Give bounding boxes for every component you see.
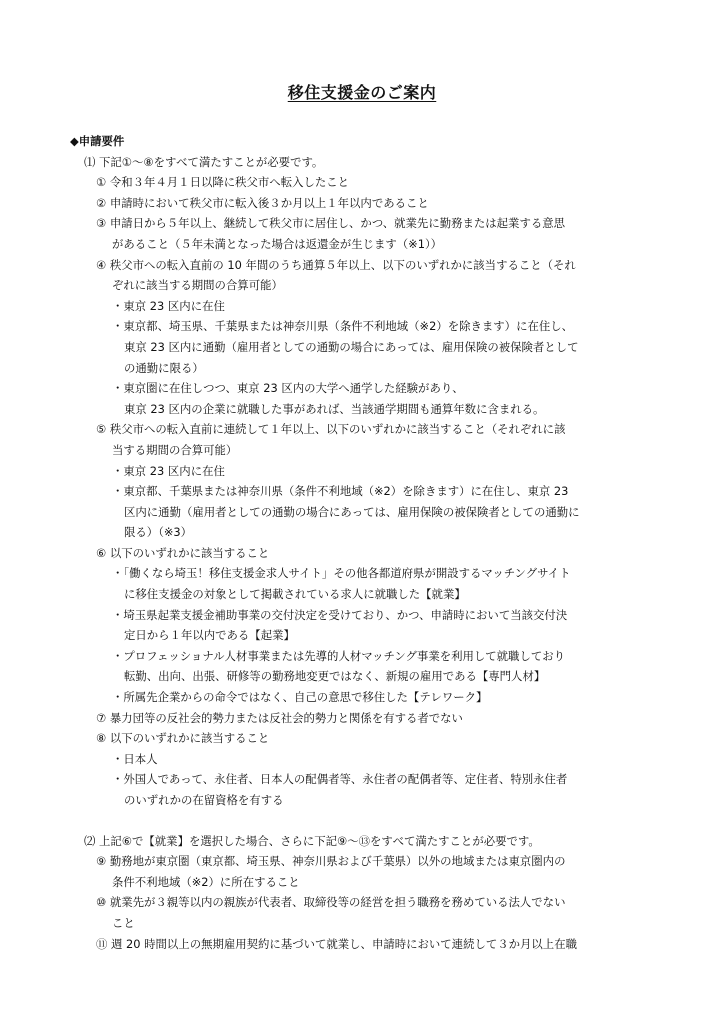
item-7: ⑦ 暴力団等の反社会的勢力または反社会的勢力と関係を有する者でない [96, 710, 463, 725]
item-3-line-1: ③ 申請日から５年以上、継続して秩父市に居住し、かつ、就業先に勤務または起業する意思 [96, 216, 566, 231]
section-heading: ◆申請要件 [70, 134, 125, 148]
item-10-line-1: ⑩ 就業先が３親等以内の親族が代表者、取締役等の経営を担う職務を務めている法人でない [96, 895, 566, 910]
item-4-bullet-3-line-2: 東京 23 区内の企業に就職した事があれば、当該通学期間も通算年数に含まれる。 [124, 401, 545, 416]
item-4-line-1: ④ 秩父市への転入直前の 10 年間のうち通算５年以上、以下のいずれかに該当すること（それ [96, 257, 576, 272]
item-6-bullet-4: ・所属先企業からの命令ではなく、自己の意思で移住した【テレワーク】 [112, 690, 488, 705]
item-4-line-2: ぞれに該当する期間の合算可能） [112, 278, 283, 293]
item-6-bullet-1-line-2: に移住支援金の対象として掲載されている求人に就職した【就業】 [124, 587, 466, 602]
item-9-line-1: ⑨ 勤務地が東京圏（東京都、埼玉県、神奈川県および千葉県）以外の地域または東京圏内の [96, 854, 566, 869]
item-6-bullet-2-line-2: 定日から１年以内である【起業】 [124, 628, 295, 643]
item-8-bullet-2-line-2: のいずれかの在留資格を有する [124, 793, 284, 807]
item-4-bullet-2-line-3: の通勤に限る） [124, 360, 204, 375]
item-1: ① 令和３年４月１日以降に秩父市へ転入したこと [96, 175, 350, 190]
item-4-bullet-3-line-1: ・東京圏に在住しつつ、東京 23 区内の大学へ通学した経験があり、 [112, 381, 464, 396]
item-6: ⑥ 以下のいずれかに該当すること [96, 545, 270, 560]
item-5-bullet-1: ・東京 23 区内に在住 [112, 463, 225, 478]
item-3-line-2: があること（５年未満となった場合は返還金が生じます（※1）） [112, 236, 443, 251]
section-gap [70, 811, 670, 831]
item-10-line-2: こと [112, 915, 135, 930]
item-5-bullet-2-line-1: ・東京都、千葉県または神奈川県（条件不利地域（※2）を除きます）に在住し、東京 23 [112, 484, 569, 499]
item-5-line-2: 当する期間の合算可能） [112, 442, 238, 457]
item-8-bullet-2-line-1: ・外国人であって、永住者、日本人の配偶者等、永住者の配偶者等、定住者、特別永住者 [112, 772, 568, 787]
item-2: ② 申請時において秩父市に転入後３か月以上１年以内であること [96, 195, 429, 210]
requirements-section [70, 131, 670, 954]
page-title [0, 80, 724, 103]
item-6-bullet-3-line-1: ・プロフェッショナル人材事業または先導的人材マッチング事業を利用して就職しており [112, 648, 566, 663]
item-6-bullet-2-line-1: ・埼玉県起業支援金補助事業の交付決定を受けており、かつ、申請時において当該交付決 [112, 607, 568, 622]
item-4-bullet-2-line-2: 東京 23 区内に通勤（雇用者としての通勤の場合にあっては、雇用保険の被保険者として [124, 339, 579, 354]
item-6-bullet-3-line-2: 転勤、出向、出張、研修等の勤務地変更ではなく、新規の雇用である【専門人材】 [124, 669, 546, 684]
item-5-bullet-2-line-2: 区内に通勤（雇用者としての通勤の場合にあっては、雇用保険の被保険者としての通勤に [124, 504, 580, 519]
condition-2-intro: ⑵ 上記⑥で【就業】を選択した場合、さらに下記⑨～⑬をすべて満たすことが必要です。 [84, 833, 540, 848]
item-6-bullet-1-line-1: ・「働くなら埼玉！移住支援金求人サイト」その他各都道府県が開設するマッチングサイト [112, 566, 571, 581]
item-8: ⑧ 以下のいずれかに該当すること [96, 731, 270, 746]
item-5-bullet-2-line-3: 限る）（※3） [124, 525, 193, 540]
item-9-line-2: 条件不利地域（※2）に所在すること [112, 874, 300, 889]
item-5-line-1: ⑤ 秩父市への転入直前に連続して１年以上、以下のいずれかに該当すること（それぞれに該 [96, 422, 566, 437]
item-4-bullet-1: ・東京 23 区内に在住 [112, 298, 225, 313]
condition-1-intro: ⑴ 下記①～⑧をすべて満たすことが必要です。 [84, 154, 324, 169]
item-11-line-1: ⑪ 週 20 時間以上の無期雇用契約に基づいて就業し、申請時において連続して３か月以上在職 [96, 936, 577, 951]
item-8-bullet-1: ・日本人 [112, 751, 158, 766]
item-4-bullet-2-line-1: ・東京都、埼玉県、千葉県または神奈川県（条件不利地域（※2）を除きます）に在住し、 [112, 319, 574, 334]
page-title-text: 移住支援金のご案内 [287, 83, 437, 102]
